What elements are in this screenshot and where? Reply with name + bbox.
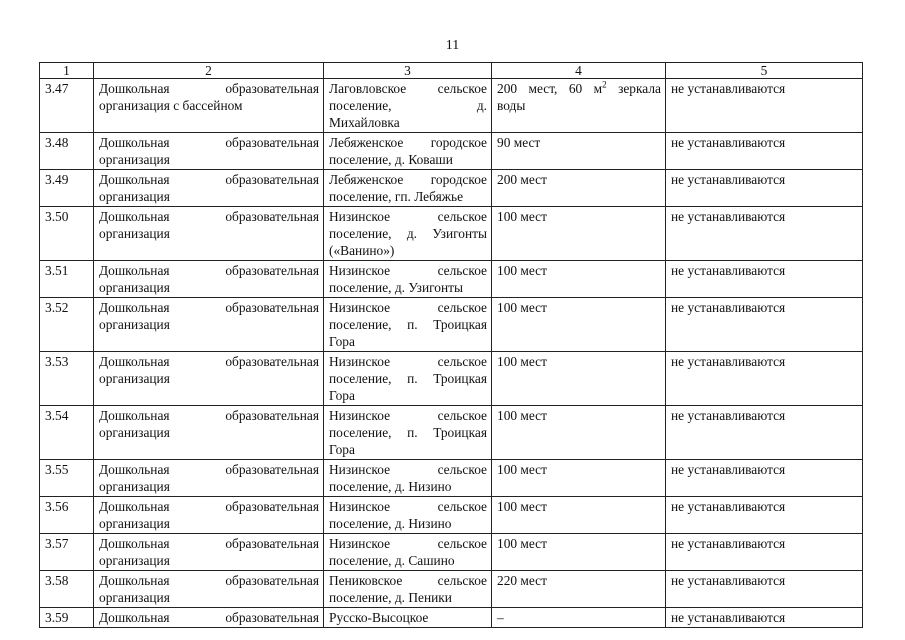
location-cell	[324, 534, 492, 571]
facility-type-cell	[94, 79, 324, 133]
limits-cell: не устанавливаются	[666, 534, 863, 571]
row-number: 3.56	[40, 497, 94, 534]
location-cell	[324, 352, 492, 406]
capacity-cell	[492, 608, 666, 628]
capacity-cell	[492, 460, 666, 497]
location-line: Низинское сельское	[329, 462, 487, 477]
facility-type-cell	[94, 298, 324, 352]
capacity-line	[497, 262, 661, 279]
location-line: Русско-Высоцкое	[329, 610, 429, 625]
limits-cell: не устанавливаются	[666, 298, 863, 352]
facility-type-line: Дошкольная образовательная	[99, 354, 319, 369]
row-number: 3.54	[40, 406, 94, 460]
capacity-text: 100 мест	[497, 499, 547, 514]
location-cell	[324, 460, 492, 497]
facility-type-cell	[94, 170, 324, 207]
facility-type-line: Дошкольная образовательная	[99, 408, 319, 423]
capacity-cell	[492, 261, 666, 298]
header-cell-3: 3	[324, 63, 492, 79]
limits-cell: не устанавливаются	[666, 133, 863, 170]
location-line: поселение, д. Узигонты	[329, 226, 487, 241]
header-cell-5: 5	[666, 63, 863, 79]
location-line: Гора	[329, 388, 355, 403]
capacity-line	[497, 353, 661, 370]
location-line: («Ванино»)	[329, 243, 395, 258]
capacity-text: 220 мест	[497, 573, 547, 588]
location-line: Низинское сельское	[329, 499, 487, 514]
table-row	[40, 406, 863, 460]
limits-cell: не устанавливаются	[666, 261, 863, 298]
limits-cell: не устанавливаются	[666, 406, 863, 460]
table-row	[40, 352, 863, 406]
capacity-cell	[492, 571, 666, 608]
facility-type-line: организация	[99, 226, 170, 241]
facility-type-line: организация	[99, 317, 170, 332]
location-line: Низинское сельское	[329, 354, 487, 369]
capacity-text: –	[497, 610, 504, 625]
row-number: 3.48	[40, 133, 94, 170]
capacity-line	[497, 208, 661, 225]
table-row	[40, 298, 863, 352]
capacity-line	[497, 80, 661, 97]
row-number: 3.49	[40, 170, 94, 207]
facility-type-line: Дошкольная образовательная	[99, 536, 319, 551]
facility-type-line: организация с бассейном	[99, 98, 243, 113]
facility-type-line: организация	[99, 152, 170, 167]
table-row	[40, 460, 863, 497]
capacity-cell	[492, 406, 666, 460]
location-line: Низинское сельское	[329, 209, 487, 224]
capacity-cell	[492, 207, 666, 261]
row-number: 3.52	[40, 298, 94, 352]
capacity-unit-superscript: 2	[602, 79, 607, 90]
page-number: 11	[445, 38, 460, 53]
facility-type-cell	[94, 133, 324, 170]
facility-type-line: Дошкольная образовательная	[99, 172, 319, 187]
facility-type-line: Дошкольная образовательная	[99, 499, 319, 514]
capacity-cell	[492, 352, 666, 406]
location-line: поселение, д. Низино	[329, 516, 452, 531]
facility-type-line: Дошкольная образовательная	[99, 573, 319, 588]
table-body	[40, 79, 863, 628]
location-line: Пениковское сельское	[329, 573, 487, 588]
capacity-text: 100 мест	[497, 209, 547, 224]
capacity-line	[497, 134, 661, 151]
row-number: 3.50	[40, 207, 94, 261]
facility-type-line: организация	[99, 425, 170, 440]
facility-type-line: организация	[99, 189, 170, 204]
limits-cell: не устанавливаются	[666, 79, 863, 133]
location-line: поселение, д.	[329, 98, 487, 113]
facility-type-cell	[94, 207, 324, 261]
capacity-text: 100 мест	[497, 354, 547, 369]
capacity-text: 100 мест	[497, 462, 547, 477]
table-row	[40, 497, 863, 534]
capacity-cell	[492, 133, 666, 170]
facility-type-cell	[94, 571, 324, 608]
capacity-line	[497, 171, 661, 188]
facility-type-line: Дошкольная образовательная	[99, 300, 319, 315]
capacity-line	[497, 609, 661, 626]
location-line: Гора	[329, 442, 355, 457]
location-line: Гора	[329, 334, 355, 349]
location-line: поселение, д. Пеники	[329, 590, 452, 605]
facility-type-line: организация	[99, 516, 170, 531]
facility-type-cell	[94, 534, 324, 571]
capacity-text: 100 мест	[497, 536, 547, 551]
facility-type-line: Дошкольная образовательная	[99, 81, 319, 96]
facility-type-line: Дошкольная образовательная	[99, 610, 319, 625]
capacity-text: 90 мест	[497, 135, 541, 150]
location-line: поселение, д. Сашино	[329, 553, 455, 568]
location-line: Низинское сельское	[329, 536, 487, 551]
facility-type-line: организация	[99, 371, 170, 386]
table-row	[40, 207, 863, 261]
facility-type-line: Дошкольная образовательная	[99, 263, 319, 278]
location-cell	[324, 298, 492, 352]
capacity-text: 200 мест, 60 м	[497, 81, 603, 96]
table-row	[40, 534, 863, 571]
location-cell	[324, 133, 492, 170]
capacity-line	[497, 299, 661, 316]
facility-type-line: организация	[99, 590, 170, 605]
facility-type-cell	[94, 406, 324, 460]
facility-type-line: организация	[99, 553, 170, 568]
table-row	[40, 571, 863, 608]
header-cell-1: 1	[40, 63, 94, 79]
capacity-cell	[492, 298, 666, 352]
facility-type-cell	[94, 497, 324, 534]
facility-type-line: Дошкольная образовательная	[99, 462, 319, 477]
capacity-line	[497, 535, 661, 552]
row-number: 3.47	[40, 79, 94, 133]
header-cell-2: 2	[94, 63, 324, 79]
facility-type-cell	[94, 460, 324, 497]
table-row	[40, 608, 863, 628]
table-row	[40, 261, 863, 298]
row-number: 3.53	[40, 352, 94, 406]
location-line: Лаговловское сельское	[329, 81, 487, 96]
location-cell	[324, 406, 492, 460]
location-cell	[324, 170, 492, 207]
location-line: Низинское сельское	[329, 408, 487, 423]
capacity-text: 100 мест	[497, 263, 547, 278]
header-cell-4: 4	[492, 63, 666, 79]
location-cell	[324, 608, 492, 628]
facility-type-cell	[94, 608, 324, 628]
capacity-cell	[492, 79, 666, 133]
capacity-line: воды	[497, 98, 526, 113]
capacity-text: 100 мест	[497, 408, 547, 423]
row-number: 3.59	[40, 608, 94, 628]
capacity-text-rest: зеркала	[606, 81, 661, 96]
capacity-line	[497, 498, 661, 515]
facility-type-line: Дошкольная образовательная	[99, 209, 319, 224]
limits-cell: не устанавливаются	[666, 497, 863, 534]
capacity-cell	[492, 534, 666, 571]
row-number: 3.58	[40, 571, 94, 608]
capacity-text: 100 мест	[497, 300, 547, 315]
limits-cell: не устанавливаются	[666, 608, 863, 628]
capacity-line	[497, 572, 661, 589]
capacity-line	[497, 461, 661, 478]
location-line: Низинское сельское	[329, 300, 487, 315]
table-row	[40, 170, 863, 207]
location-line: поселение, д. Узигонты	[329, 280, 463, 295]
capacity-cell	[492, 170, 666, 207]
table-header-row	[40, 63, 863, 79]
location-cell	[324, 571, 492, 608]
facility-type-line: организация	[99, 280, 170, 295]
limits-cell: не устанавливаются	[666, 352, 863, 406]
location-line: Лебяженское городское	[329, 172, 487, 187]
facility-type-line: организация	[99, 479, 170, 494]
capacity-cell	[492, 497, 666, 534]
location-line: поселение, гп. Лебяжье	[329, 189, 464, 204]
facility-type-line: Дошкольная образовательная	[99, 135, 319, 150]
table-row	[40, 133, 863, 170]
facilities-table	[39, 62, 863, 628]
location-line: поселение, п. Троицкая	[329, 317, 487, 332]
row-number: 3.55	[40, 460, 94, 497]
location-cell	[324, 207, 492, 261]
location-cell	[324, 261, 492, 298]
location-line: поселение, д. Низино	[329, 479, 452, 494]
limits-cell: не устанавливаются	[666, 170, 863, 207]
location-line: поселение, п. Троицкая	[329, 425, 487, 440]
facility-type-cell	[94, 261, 324, 298]
facility-type-cell	[94, 352, 324, 406]
location-line: Лебяженское городское	[329, 135, 487, 150]
table-row	[40, 79, 863, 133]
limits-cell: не устанавливаются	[666, 571, 863, 608]
limits-cell: не устанавливаются	[666, 460, 863, 497]
capacity-text: 200 мест	[497, 172, 547, 187]
capacity-line	[497, 407, 661, 424]
location-cell	[324, 497, 492, 534]
location-line: Низинское сельское	[329, 263, 487, 278]
row-number: 3.51	[40, 261, 94, 298]
location-line: поселение, д. Коваши	[329, 152, 453, 167]
limits-cell: не устанавливаются	[666, 207, 863, 261]
row-number: 3.57	[40, 534, 94, 571]
location-line: поселение, п. Троицкая	[329, 371, 487, 386]
location-line: Михайловка	[329, 115, 400, 130]
location-cell	[324, 79, 492, 133]
